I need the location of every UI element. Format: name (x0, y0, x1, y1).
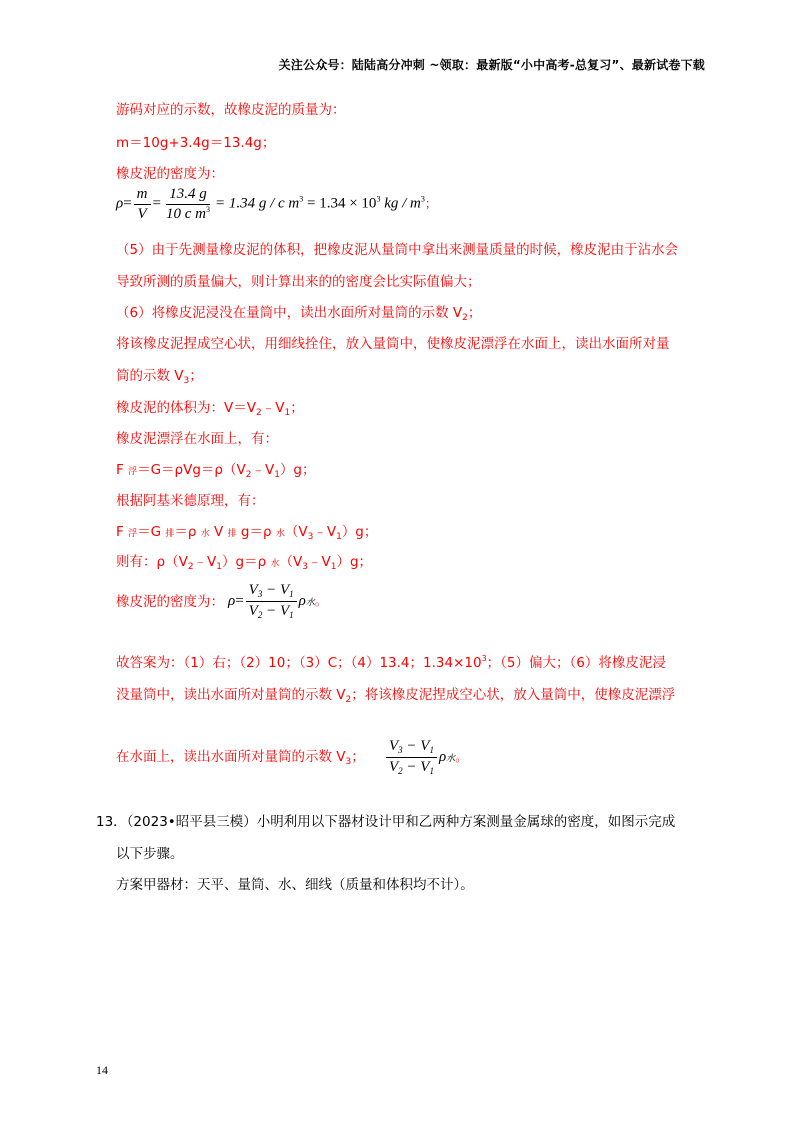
text-line: 橡皮泥的密度为： (116, 594, 224, 610)
text-line: F 浮$=G=\rho Vg=\rho(V_2﹣V_1)g$； (116, 462, 316, 480)
question-13-line: 方案甲器材：天平、量筒、水、细线（质量和体积均不计）。 (116, 877, 474, 893)
text-line: F 浮＝G 排＝ρ 水 V 排 g＝ρ 水$(V_3﹣V_1)g$； (116, 524, 378, 542)
question-13-line: 以下步骤。 (116, 846, 184, 862)
answer-line: 在水面上，读出水面所对量筒的示数 $V_3$； (116, 749, 365, 767)
answer-line: 故答案为：（1）右；（2）10；（3）C；（4）13.4；$1.34\times 10^3$；（5）偏大；（6）将橡皮泥浸 (116, 654, 666, 671)
page-number: 14 (96, 1063, 108, 1077)
answer-line: 没量筒中，读出水面所对量筒的示数 $V_2$；将该橡皮泥捏成空心状，放入量筒中，使橡皮泥漂浮 (116, 687, 676, 705)
text-line: 则有：$\rho(V_2﹣V_1)g=\rho$ 水$(V_3﹣V_1)g$； (116, 554, 373, 572)
text-line: 导致所测的质量偏大，则计算出来的的密度会比实际值偏大； (116, 274, 481, 290)
density-formula-2: ρ= $\frac{V_3 - V_1}{V_2 - V_1}$ ρ水。 (228, 582, 327, 620)
text-line: m＝10g+3.4g＝13.4g； (116, 135, 276, 151)
density-formula-1: ρ= $\frac{m}{V}$ = $\frac{13.4 g}{10 c m^3}$ = 1.34 g / c $m^3 = 1.34 \times 10^3$ kg / $m^3$； (116, 186, 437, 222)
text-line: 根据阿基米德原理，有： (116, 493, 265, 509)
text-line: （6）将橡皮泥浸没在量筒中，读出水面所对量筒的示数 $V_2$； (116, 305, 482, 323)
text-line: 橡皮泥漂浮在水面上，有： (116, 431, 278, 447)
text-line: 橡皮泥的密度为： (116, 166, 224, 182)
density-formula-3: $\frac{V_3 - V_1}{V_2 - V_1}$ ρ水。 (384, 738, 467, 777)
text-line: 将该橡皮泥捏成空心状，用细线拴住，放入量筒中，使橡皮泥漂浮在水面上，读出水面所对量 (116, 336, 670, 352)
text-line: （5）由于先测量橡皮泥的体积，把橡皮泥从量筒中拿出来测量质量的时候，橡皮泥由于沾水会 (116, 242, 679, 258)
text-line: 筒的示数 $V_3$； (116, 368, 203, 386)
text-line: 游码对应的示数，故橡皮泥的质量为： (116, 102, 346, 118)
question-13-line: 13．（2023•昭平县三模）小明利用以下器材设计甲和乙两种方案测量金属球的密度，如图示完成 (96, 814, 676, 830)
text-line: 橡皮泥的体积为：$V=V_2﹣V_1$； (116, 400, 304, 418)
page-header: 关注公众号：陆陆高分冲刺 ~领取：最新版“小中高考-总复习”、最新试卷下载 (278, 58, 705, 72)
